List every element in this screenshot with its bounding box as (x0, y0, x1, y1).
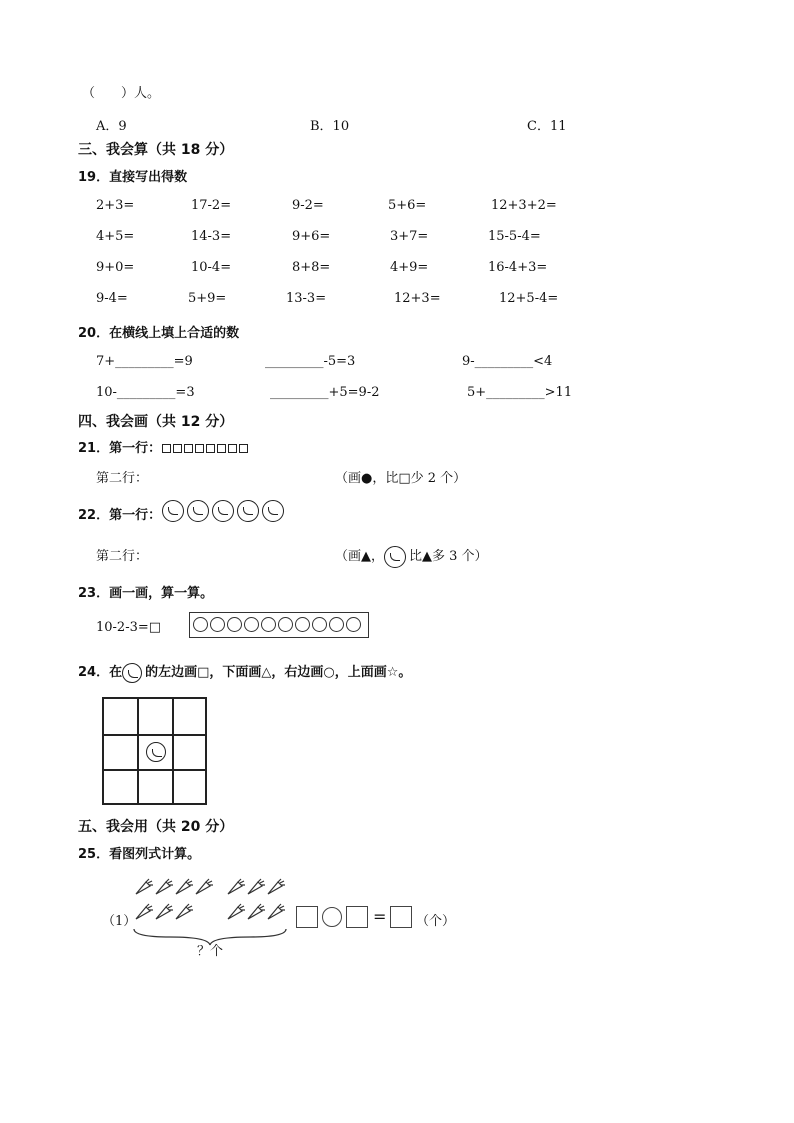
brace-label: ？个 (197, 944, 224, 959)
face-icon (237, 500, 259, 522)
fill-blank-item[interactable]: 10-_________=3 (96, 385, 195, 400)
arith-item: 9+6= (292, 229, 331, 244)
rings-box (189, 612, 369, 638)
face-icon (187, 500, 209, 522)
label-part: 的左边画□，下面画△，右边画○，上面画☆。 (145, 665, 412, 680)
section-title: 四、我会画（共 12 分） (78, 414, 234, 430)
face-icon (212, 500, 234, 522)
arith-item: 9-4= (96, 291, 128, 306)
question-label: 19．直接写出得数 (78, 170, 188, 185)
question-label: 21．第一行： (78, 441, 162, 456)
hint-part: （画▲， (335, 549, 384, 564)
question-label: 20．在横线上填上合适的数 (78, 326, 240, 341)
question-fragment: （ ）人。 (82, 86, 161, 101)
operator-circle[interactable] (322, 907, 342, 927)
face-icon (262, 500, 284, 522)
question-label (78, 661, 411, 683)
question-label: 22．第一行： (78, 508, 162, 523)
faces-row (162, 500, 287, 522)
face-icon (384, 546, 406, 568)
fill-blank-item[interactable]: 7+_________=9 (96, 354, 193, 369)
question-label: 25．看图列式计算。 (78, 847, 201, 862)
face-icon (162, 500, 184, 522)
arith-item: 2+3= (96, 198, 135, 213)
draw-hint (335, 545, 488, 568)
section-title: 三、我会算（共 18 分） (78, 142, 234, 158)
arith-item: 8+8= (292, 260, 331, 275)
expression: 10-2-3=□ (96, 620, 162, 635)
arith-item: 14-3= (191, 229, 232, 244)
smiley-icon (146, 742, 166, 762)
hint-part: 比▲多 3 个） (409, 549, 488, 564)
arith-item: 12+3= (394, 291, 441, 306)
question-label: 23．画一画，算一算。 (78, 586, 214, 601)
choice-a: A．9 (96, 119, 127, 134)
section-title: 五、我会用（共 20 分） (78, 819, 234, 835)
arith-item: 3+7= (390, 229, 429, 244)
answer-box[interactable] (296, 906, 318, 928)
part-label: （1） (102, 914, 137, 929)
choice-b: B．10 (310, 119, 350, 134)
smiley-icon (122, 663, 142, 683)
unit-label: （个） (416, 914, 456, 929)
arith-item: 9-2= (292, 198, 324, 213)
arith-item: 5+9= (188, 291, 227, 306)
arith-item: 4+9= (390, 260, 429, 275)
drawing-grid[interactable] (102, 697, 207, 805)
arith-item: 12+3+2= (491, 198, 557, 213)
arith-item: 9+0= (96, 260, 135, 275)
answer-box[interactable] (346, 906, 368, 928)
choice-c: C．11 (527, 119, 567, 134)
fill-blank-item[interactable]: _________-5=3 (265, 354, 356, 369)
draw-hint: （画●，比□少 2 个） (335, 471, 467, 486)
label-part: 24．在 (78, 665, 123, 680)
arith-item: 5+6= (388, 198, 427, 213)
equals-sign: = (373, 907, 387, 926)
arith-item: 17-2= (191, 198, 232, 213)
small-squares-row (162, 441, 250, 456)
arith-item: 4+5= (96, 229, 135, 244)
arith-item: 13-3= (286, 291, 327, 306)
fill-blank-item[interactable]: 9-_________<4 (462, 354, 553, 369)
arith-item: 12+5-4= (499, 291, 559, 306)
row2-label: 第二行： (96, 549, 149, 564)
arith-item: 10-4= (191, 260, 232, 275)
answer-box[interactable] (390, 906, 412, 928)
arith-item: 16-4+3= (488, 260, 548, 275)
fill-blank-item[interactable]: _________+5=9-2 (270, 385, 380, 400)
row2-label: 第二行： (96, 471, 149, 486)
arith-item: 15-5-4= (488, 229, 541, 244)
fill-blank-item[interactable]: 5+_________>11 (467, 385, 573, 400)
